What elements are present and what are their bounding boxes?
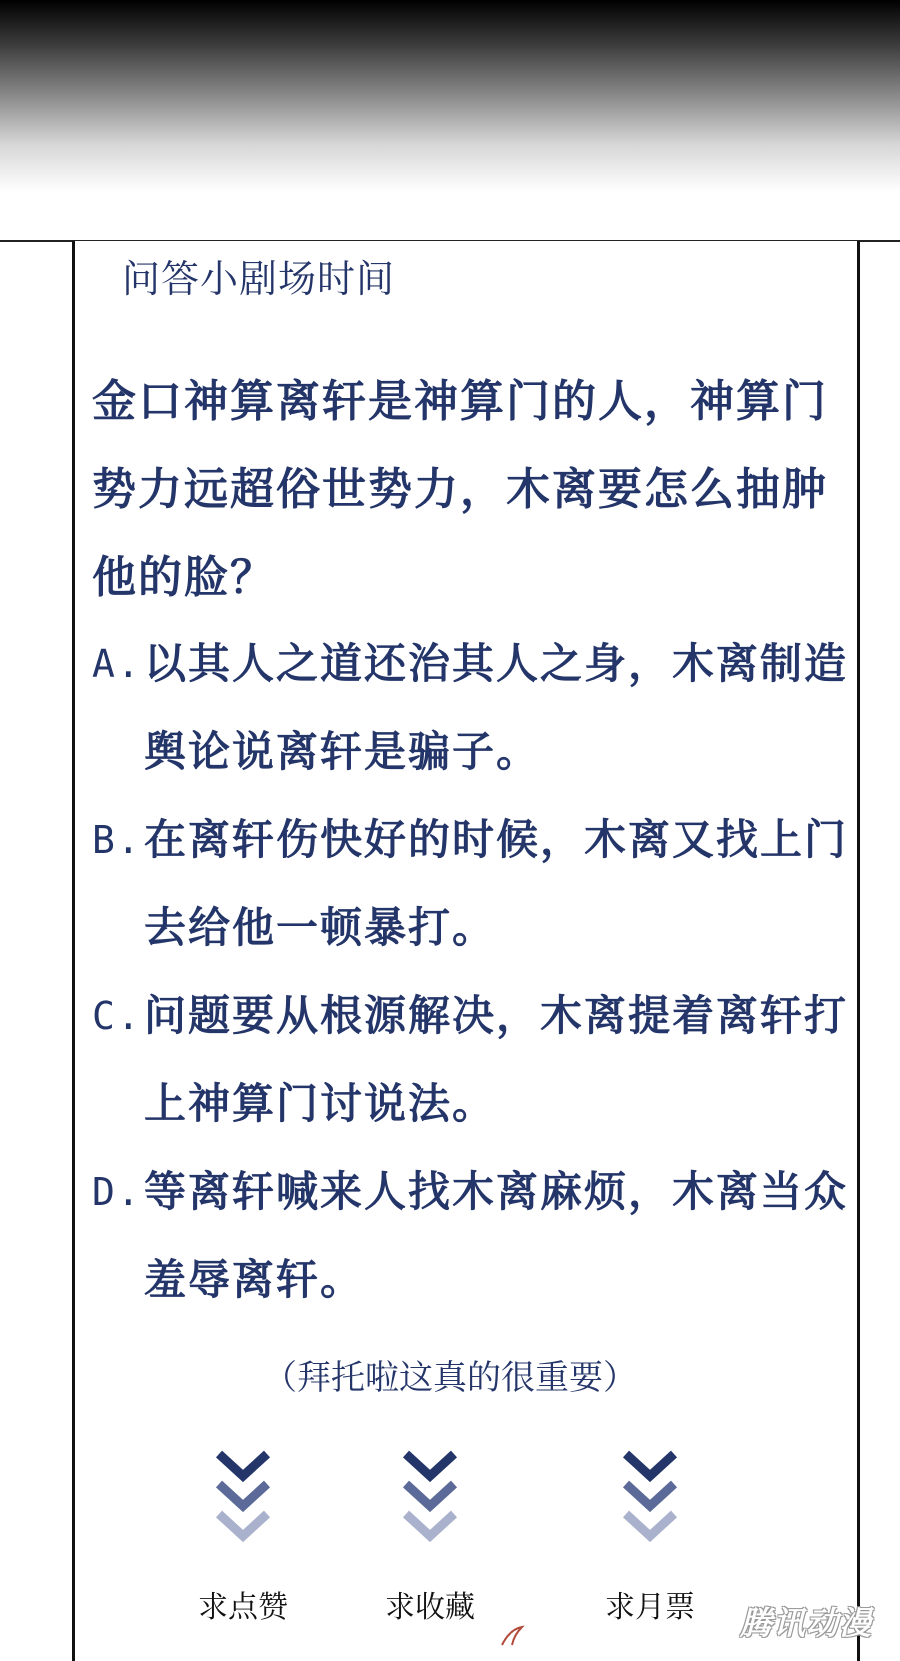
- favorite-label: 求收藏: [385, 1590, 475, 1625]
- option-text: 在离轩伤快好的时候，木离又找上门去给他一顿暴打。: [144, 815, 849, 952]
- monthly-ticket-label: 求月票: [605, 1590, 695, 1625]
- option-a: [92, 620, 858, 796]
- option-letter: A.: [92, 642, 142, 686]
- monthly-ticket-action[interactable]: [570, 1450, 730, 1625]
- option-text: 以其人之道还治其人之身，木离制造舆论说离轩是骗子。: [144, 639, 849, 776]
- chevron-down-icon: [570, 1450, 730, 1546]
- option-d: [92, 1148, 858, 1324]
- quiz-question: 金口神算离轩是神算门的人，神算门势力远超俗世势力，木离要怎么抽肿他的脸？: [92, 376, 828, 603]
- plea-text: （拜托啦这真的很重要）: [263, 1358, 637, 1398]
- option-c: [92, 972, 858, 1148]
- option-text: 等离轩喊来人找木离麻烦，木离当众羞辱离轩。: [144, 1167, 849, 1304]
- option-text: 问题要从根源解决，木离提着离轩打上神算门讨说法。: [144, 991, 849, 1128]
- chevron-down-icon: [350, 1450, 510, 1546]
- chevron-down-icon: [163, 1450, 323, 1546]
- option-b: [92, 796, 858, 972]
- option-letter: C.: [92, 994, 142, 1038]
- top-fade-gradient: [0, 0, 900, 240]
- like-label: 求点赞: [198, 1590, 288, 1625]
- watermark-logo: 腾讯动漫: [740, 1604, 873, 1642]
- ink-stroke: [500, 1625, 530, 1651]
- quiz-heading: 问答小剧场时间: [122, 257, 396, 301]
- like-action[interactable]: [163, 1450, 323, 1625]
- answer-options: [92, 620, 858, 1324]
- option-letter: D.: [92, 1170, 142, 1214]
- favorite-action[interactable]: [350, 1450, 510, 1625]
- option-letter: B.: [92, 818, 142, 862]
